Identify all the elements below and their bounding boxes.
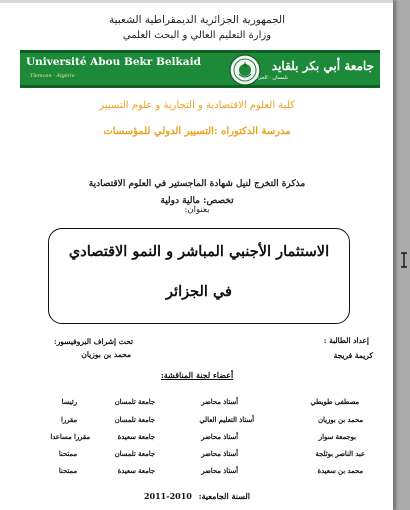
member-name: محمد بن سعيدة (317, 467, 363, 475)
member-role: ممتحنا (58, 467, 77, 475)
member-institution: جامعة تلمسان (114, 416, 155, 424)
member-name: عبد الناصر بوثلجة (315, 450, 365, 458)
university-name-fr: Université Abou Bekr Belkaid (26, 56, 201, 68)
thesis-title-line2: في الجزائر (166, 283, 232, 300)
text-cursor-icon (400, 252, 408, 268)
member-name: محمد بن بوزيان (318, 416, 363, 424)
committee-title: أعضاء لجنة المناقشة: (160, 370, 234, 380)
member-role: مقررا (61, 416, 77, 424)
member-rank: أستاذ محاضر (201, 467, 238, 475)
member-rank: أستاذ التعليم العالي (199, 416, 254, 424)
member-institution: جامعة تلمسان (114, 398, 155, 406)
member-role: رئيسا (61, 398, 77, 406)
member-name: بوجمعة سوار (318, 433, 356, 441)
specialty: تخصص: مالية دولية (160, 196, 234, 206)
member-institution: جامعة سعيدة (117, 433, 155, 441)
ministry-heading: وزارة التعليم العالي و البحث العلمي (122, 30, 272, 41)
title-label: بعنوان: (184, 205, 210, 215)
page-top-edge (0, 0, 394, 3)
member-name: مصطفى طويطي (310, 398, 359, 406)
member-institution: جامعة سعيدة (117, 467, 155, 475)
student-name: كريمة فريجة (333, 351, 373, 360)
thesis-title-line1: الاستثمار الأجنبي المباشر و النمو الاقتصادي (68, 243, 330, 260)
faculty-name: كلية العلوم الاقتصادية و التجارية و علوم التسيير (99, 100, 295, 111)
university-banner (20, 50, 380, 88)
thesis-type: مذكرة التخرج لنيل شهادة الماجستير في العلوم الاقتصادية (88, 179, 306, 189)
student-label: إعداد الطالبة : (323, 336, 369, 345)
supervisor-label: تحت إشراف البروفيسور: (53, 337, 133, 346)
member-rank: أستاذ محاضر (201, 433, 238, 441)
member-institution: جامعة تلمسان (114, 450, 155, 458)
university-name-ar: جامعة أبي بكر بلقايد (271, 59, 374, 73)
member-role: مقررا مساعدا (50, 433, 90, 441)
city-fr: Tlemcen · Algérie (30, 73, 75, 79)
member-rank: أستاذ محاضر (201, 398, 238, 406)
city-ar: تلمسان · الجزائر (253, 75, 288, 81)
university-emblem-icon (229, 54, 261, 86)
member-rank: أستاذ محاضر (201, 450, 238, 458)
academic-year-label: السنة الجامعية: (198, 491, 250, 501)
republic-heading: الجمهورية الجزائرية الديمقراطية الشعبية (108, 14, 286, 26)
supervisor-name: محمد بن بوزيان (81, 350, 131, 359)
doctoral-school: مدرسة الدكتوراه :التسيير الدولي للمؤسسات (103, 126, 291, 137)
member-role: ممتحنا (58, 450, 77, 458)
thesis-title-box (48, 228, 350, 324)
academic-year-value: 2011-2010 (143, 491, 192, 501)
academic-year (0, 491, 394, 501)
